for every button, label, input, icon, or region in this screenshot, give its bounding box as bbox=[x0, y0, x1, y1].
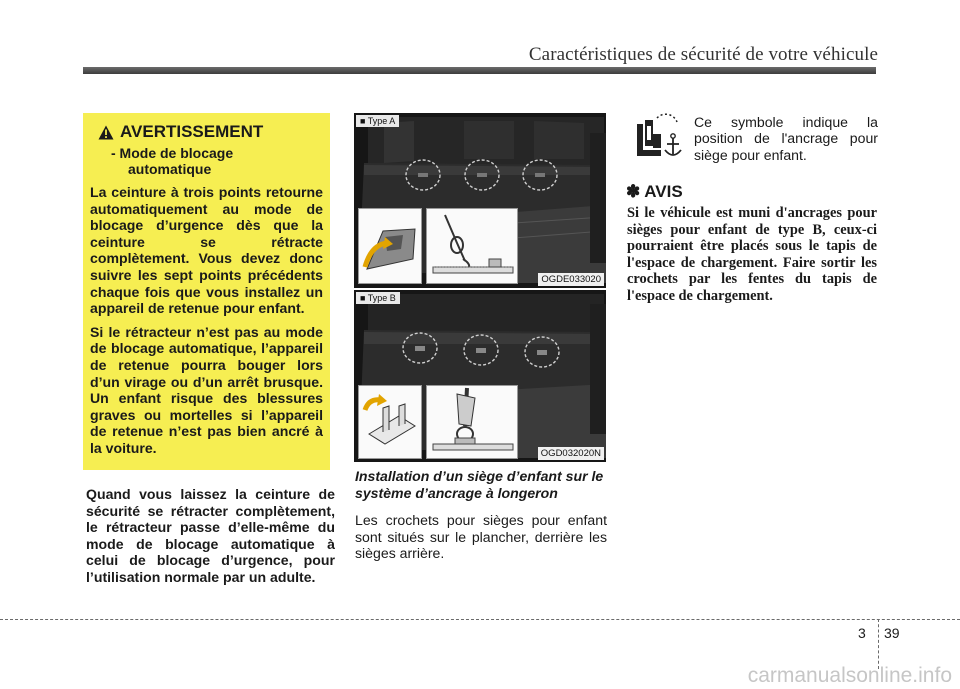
warning-subtitle bbox=[111, 145, 323, 177]
inset-seat-lever-a bbox=[358, 208, 422, 284]
page-header-title: Caractéristiques de sécurité de votre véhicule bbox=[528, 44, 878, 65]
avis-title: AVIS bbox=[644, 182, 683, 201]
warning-header bbox=[98, 122, 323, 142]
child-seat-anchor-icon bbox=[631, 112, 687, 169]
mid-body-text: Les crochets pour sièges pour enfant sont situés sur le plancher, derrière les sièges arrière. bbox=[355, 512, 607, 562]
footer-divider bbox=[878, 619, 879, 669]
inset-seat-lever-b bbox=[358, 385, 422, 459]
warning-paragraph-1: La ceinture à trois points retourne automatiquement au mode de blocage d’urgence dès que la ceinture se rétracte complètement. Vous devez donc suivre les sept points précédents chaque fois que vous installez un appareil de retenue pour enfant. bbox=[90, 184, 323, 317]
avis-mark: ✽ bbox=[626, 182, 641, 201]
warning-subtitle-line2: automatique bbox=[128, 161, 212, 177]
page-number: 39 bbox=[884, 625, 900, 641]
left-body-text: Quand vous laissez la ceinture de sécurité se rétracter complètement, le rétracteur passe d’elle-même du mode de blocage automatique à celui de blocage d’urgence, pour l’utilisation normale par un adulte. bbox=[86, 486, 335, 585]
figure-caption: Installation d’un siège d’enfant sur le système d’ancrage à longeron bbox=[355, 468, 604, 501]
chapter-number: 3 bbox=[858, 625, 866, 641]
anchor-symbol-text: Ce symbole indique la position de l'ancrage pour siège pour enfant. bbox=[694, 114, 878, 163]
warning-subtitle-line1: - Mode de blocage bbox=[111, 145, 234, 161]
figure-a-code: OGDE033020 bbox=[538, 273, 604, 286]
warning-box bbox=[83, 113, 330, 470]
watermark: carmanualsonline.info bbox=[747, 664, 952, 687]
figure-type-b bbox=[354, 290, 606, 462]
figure-type-a bbox=[354, 113, 606, 288]
header-rule bbox=[83, 67, 876, 74]
figure-b-type-tag: ■ Type B bbox=[356, 292, 400, 304]
footer-rule bbox=[0, 619, 960, 620]
inset-anchor-hook-a bbox=[426, 208, 518, 284]
figure-b-code: OGD032020N bbox=[538, 447, 604, 460]
figure-a-type-tag: ■ Type A bbox=[356, 115, 399, 127]
warning-triangle-icon bbox=[98, 125, 114, 140]
warning-paragraph-2: Si le rétracteur n’est pas au mode de blocage automatique, l’appareil de retenue pourra bouger lors d’un virage ou d’un arrêt brusque. Un enfant risque des blessures graves ou mortelles si l’appareil de retenue n’est pas bien ancré à la voiture. bbox=[90, 323, 323, 456]
inset-anchor-hook-b bbox=[426, 385, 518, 459]
avis-body-text: Si le véhicule est muni d'ancrages pour sièges pour enfant de type B, ceux-ci pourraient être placés sous le tapis de l'espace de chargement. Faire sortir les crochets par les fentes du tapis de l'espace de chargement. bbox=[627, 205, 877, 304]
avis-heading bbox=[626, 182, 683, 202]
warning-title: AVERTISSEMENT bbox=[120, 122, 264, 141]
